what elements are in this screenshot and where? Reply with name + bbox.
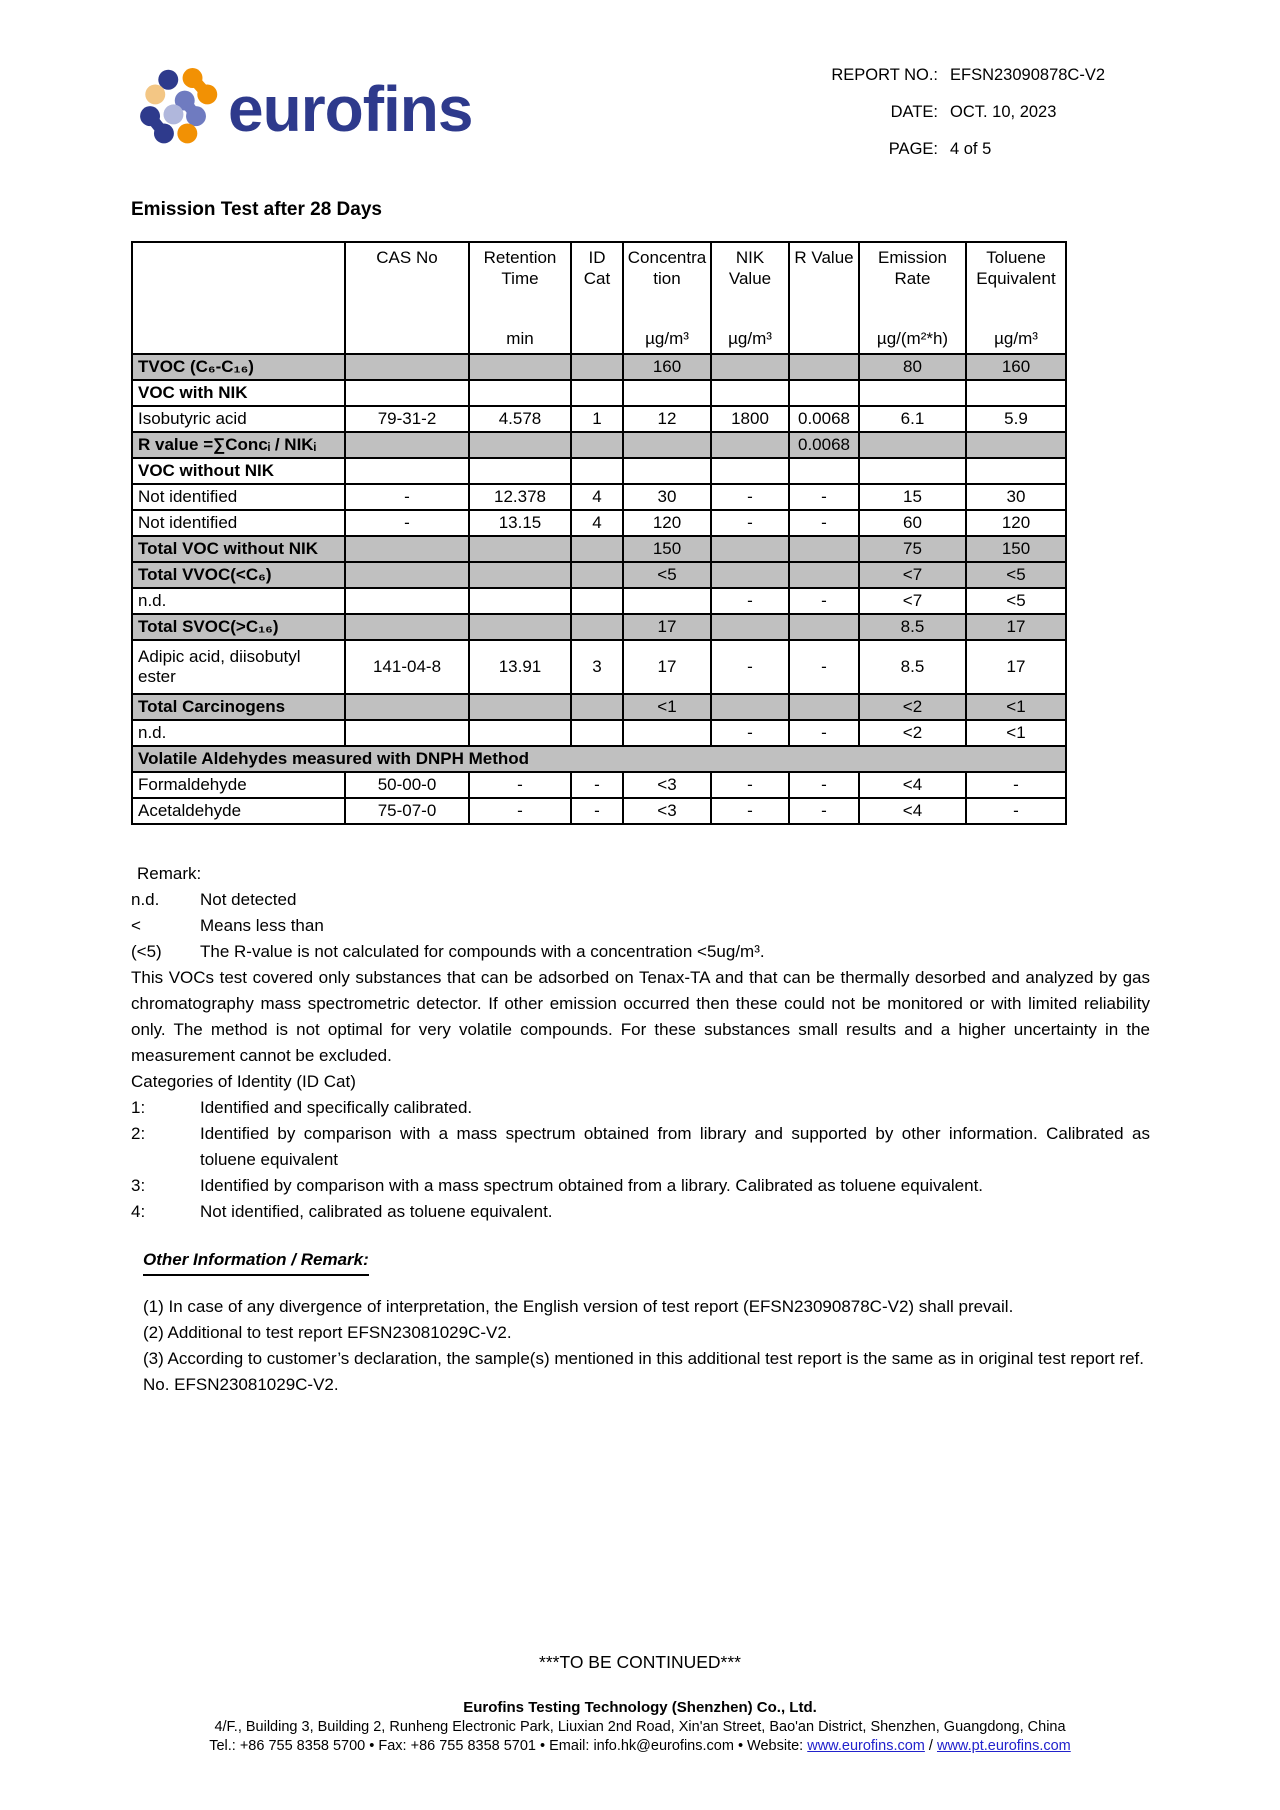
category-number: 4:	[131, 1202, 146, 1221]
footer-bullet: •	[737, 1738, 744, 1754]
col-header-unit: µg/m³	[645, 328, 689, 348]
table-row	[132, 458, 1066, 484]
col-header-id_cat	[571, 242, 623, 354]
row-label: Total SVOC(>C₁₆)	[132, 614, 345, 640]
table-row	[132, 746, 1066, 772]
category-item	[131, 1121, 1150, 1173]
remark-item	[131, 887, 1150, 913]
table-cell: <1	[966, 720, 1066, 746]
row-label: Total VVOC(<C₆)	[132, 562, 345, 588]
to-be-continued: ***TO BE CONTINUED***	[539, 1652, 741, 1672]
page-value: 4 of 5	[950, 140, 992, 158]
table-cell: 75	[859, 536, 966, 562]
table-cell: -	[789, 588, 859, 614]
table-cell: 0.0068	[789, 406, 859, 432]
footer-website-link-2[interactable]: www.pt.eurofins.com	[936, 1738, 1071, 1754]
table-row	[132, 536, 1066, 562]
table-cell	[623, 432, 711, 458]
remark-heading: Remark:	[137, 864, 202, 883]
row-label: Not identified	[132, 510, 345, 536]
table-cell	[966, 380, 1066, 406]
col-header-label: R Value	[794, 248, 854, 267]
table-cell: 17	[623, 640, 711, 694]
table-cell: 80	[859, 354, 966, 380]
table-cell: 120	[623, 510, 711, 536]
table-cell	[711, 458, 789, 484]
table-cell: -	[966, 798, 1066, 824]
remark-section	[131, 861, 1150, 1225]
other-information-heading: Other Information / Remark:	[143, 1247, 369, 1276]
table-cell: -	[789, 510, 859, 536]
table-cell: -	[345, 484, 469, 510]
row-label: Total VOC without NIK	[132, 536, 345, 562]
table-cell	[571, 354, 623, 380]
footer-contact-line	[0, 1737, 1280, 1757]
table-row	[132, 640, 1066, 694]
col-header-unit: µg/m³	[728, 328, 772, 348]
table-cell: -	[711, 798, 789, 824]
table-cell	[469, 694, 571, 720]
table-cell: -	[711, 720, 789, 746]
table-cell: -	[711, 772, 789, 798]
table-cell: -	[789, 772, 859, 798]
col-header-label: Concentra tion	[627, 248, 707, 289]
row-label: n.d.	[132, 720, 345, 746]
category-text: Identified by comparison with a mass spectrum obtained from library and supported by other information. Calibrated as toluene equivalent	[200, 1124, 1150, 1169]
table-cell	[345, 614, 469, 640]
col-header-retention_time	[469, 242, 571, 354]
report-no-value: EFSN23090878C-V2	[950, 66, 1106, 84]
col-header-unit: min	[506, 328, 534, 348]
table-cell	[469, 536, 571, 562]
table-cell: 12.378	[469, 484, 571, 510]
table-cell	[711, 354, 789, 380]
category-number: 1:	[131, 1098, 146, 1117]
table-row	[132, 772, 1066, 798]
table-cell	[345, 720, 469, 746]
eurofins-logo-text: eurofins	[228, 73, 473, 145]
table-cell: 12	[623, 406, 711, 432]
table-cell: <1	[623, 694, 711, 720]
page-label: PAGE:	[888, 140, 938, 158]
table-cell: <4	[859, 772, 966, 798]
footer-email: Email: info.hk@eurofins.com	[549, 1738, 734, 1754]
emission-table-body	[132, 354, 1066, 824]
table-cell: <4	[859, 798, 966, 824]
col-header-label: Emission Rate	[878, 248, 947, 289]
table-cell: 8.5	[859, 614, 966, 640]
table-cell: -	[711, 640, 789, 694]
remark-text: Not detected	[200, 890, 297, 909]
table-cell	[469, 562, 571, 588]
table-cell: <1	[966, 694, 1066, 720]
category-item	[131, 1173, 1150, 1199]
row-label: Total Carcinogens	[132, 694, 345, 720]
table-cell	[859, 380, 966, 406]
table-cell: -	[469, 798, 571, 824]
other-information-items	[143, 1294, 1150, 1398]
table-cell: 17	[966, 614, 1066, 640]
table-cell: -	[571, 772, 623, 798]
table-cell	[789, 536, 859, 562]
page-footer	[0, 1698, 1280, 1757]
date-value: OCT. 10, 2023	[950, 103, 1057, 121]
table-cell: 120	[966, 510, 1066, 536]
col-header-emission_rate	[859, 242, 966, 354]
table-cell: 150	[966, 536, 1066, 562]
table-cell	[469, 432, 571, 458]
table-cell: 3	[571, 640, 623, 694]
table-cell: 15	[859, 484, 966, 510]
category-item	[131, 1095, 1150, 1121]
other-info-item-2: (2) Additional to test report EFSN23081029C-V2.	[143, 1323, 512, 1342]
row-label: Formaldehyde	[132, 772, 345, 798]
table-cell: <3	[623, 772, 711, 798]
category-text: Identified and specifically calibrated.	[200, 1098, 473, 1117]
table-cell: <5	[966, 562, 1066, 588]
table-cell	[623, 458, 711, 484]
table-cell	[711, 536, 789, 562]
table-cell	[571, 694, 623, 720]
table-cell	[789, 380, 859, 406]
table-cell	[345, 588, 469, 614]
table-cell: 5.9	[966, 406, 1066, 432]
categories-heading: Categories of Identity (ID Cat)	[131, 1072, 356, 1091]
table-cell	[571, 562, 623, 588]
table-row	[132, 432, 1066, 458]
table-cell: 1	[571, 406, 623, 432]
footer-link-separator: /	[928, 1738, 933, 1754]
table-cell	[345, 354, 469, 380]
table-cell: <7	[859, 588, 966, 614]
col-header-label: Toluene Equivalent	[976, 248, 1056, 289]
table-cell: 8.5	[859, 640, 966, 694]
table-cell	[571, 432, 623, 458]
table-cell	[469, 380, 571, 406]
remark-item	[131, 939, 1150, 965]
col-header-toluene_equivalent	[966, 242, 1066, 354]
table-cell: 4	[571, 484, 623, 510]
table-cell	[345, 380, 469, 406]
table-row	[132, 484, 1066, 510]
table-cell: 0.0068	[789, 432, 859, 458]
table-cell: 30	[966, 484, 1066, 510]
row-label: VOC with NIK	[132, 380, 345, 406]
col-header-nik_value	[711, 242, 789, 354]
table-cell: 4	[571, 510, 623, 536]
table-cell: -	[469, 772, 571, 798]
table-cell: <2	[859, 720, 966, 746]
table-cell: <2	[859, 694, 966, 720]
table-cell: -	[711, 588, 789, 614]
col-header-label: NIK Value	[728, 248, 772, 289]
table-cell	[571, 720, 623, 746]
remark-term: n.d.	[131, 890, 160, 909]
table-cell: 75-07-0	[345, 798, 469, 824]
row-label: Adipic acid, diisobutyl ester	[132, 640, 345, 694]
table-cell	[711, 380, 789, 406]
table-cell	[711, 432, 789, 458]
table-cell: 30	[623, 484, 711, 510]
footer-tel: Tel.: +86 755 8358 5700	[209, 1738, 366, 1754]
table-cell	[469, 614, 571, 640]
col-header-cas_no	[345, 242, 469, 354]
col-header-label: CAS No	[376, 248, 438, 267]
row-label: Isobutyric acid	[132, 406, 345, 432]
table-cell: 17	[623, 614, 711, 640]
table-cell: 150	[623, 536, 711, 562]
category-number: 2:	[131, 1124, 146, 1143]
section-title: Emission Test after 28 Days	[131, 199, 382, 220]
table-row	[132, 720, 1066, 746]
table-cell	[966, 432, 1066, 458]
table-cell	[789, 562, 859, 588]
footer-website-link-1[interactable]: www.eurofins.com	[807, 1738, 925, 1754]
table-cell: 79-31-2	[345, 406, 469, 432]
table-row	[132, 614, 1066, 640]
table-cell: 50-00-0	[345, 772, 469, 798]
table-cell	[789, 354, 859, 380]
table-cell: -	[711, 484, 789, 510]
table-row	[132, 562, 1066, 588]
col-header-unit: µg/(m²*h)	[876, 328, 949, 348]
table-cell	[345, 432, 469, 458]
col-header-unit: µg/m³	[994, 328, 1038, 348]
row-label: n.d.	[132, 588, 345, 614]
table-cell	[469, 354, 571, 380]
table-cell	[623, 720, 711, 746]
table-cell	[789, 694, 859, 720]
table-row	[132, 588, 1066, 614]
table-cell	[789, 614, 859, 640]
table-cell: <7	[859, 562, 966, 588]
table-row	[132, 380, 1066, 406]
remark-text: The R-value is not calculated for compounds with a concentration <5ug/m³.	[200, 942, 765, 961]
footer-fax: Fax: +86 755 8358 5701	[378, 1738, 536, 1754]
table-cell	[345, 536, 469, 562]
table-cell	[571, 588, 623, 614]
table-cell	[859, 458, 966, 484]
table-cell	[571, 614, 623, 640]
table-cell: <5	[966, 588, 1066, 614]
row-label: R value =∑Concᵢ / NIKᵢ	[132, 432, 345, 458]
emission-table-head	[132, 242, 1066, 354]
table-row	[132, 694, 1066, 720]
page-header	[0, 0, 1280, 159]
table-cell	[345, 458, 469, 484]
table-cell: 60	[859, 510, 966, 536]
table-row	[132, 510, 1066, 536]
row-label: Not identified	[132, 484, 345, 510]
table-cell	[623, 588, 711, 614]
table-cell: 4.578	[469, 406, 571, 432]
table-cell: 141-04-8	[345, 640, 469, 694]
other-info-item-3: (3) According to customer’s declaration, the sample(s) mentioned in this additional test report is the same as in original test report ref. No. EFSN23081029C-V2.	[143, 1349, 1144, 1394]
voc-method-paragraph: This VOCs test covered only substances that can be adsorbed on Tenax-TA and that can be thermally desorbed and analyzed by gas chromatography mass spectrometric detector. If other emission occurred then these could not be monitored or with limited reliability only. The method is not optimal for very volatile compounds. For these substances small results and a higher uncertainty in the measurement cannot be excluded.	[131, 968, 1150, 1065]
table-cell: -	[571, 798, 623, 824]
table-cell: 13.15	[469, 510, 571, 536]
table-cell	[859, 432, 966, 458]
table-cell: 6.1	[859, 406, 966, 432]
eurofins-logo-mark-icon	[118, 52, 222, 156]
row-label: Volatile Aldehydes measured with DNPH Method	[132, 746, 1066, 772]
table-header-row	[132, 242, 1066, 354]
table-cell	[469, 720, 571, 746]
category-number: 3:	[131, 1176, 146, 1195]
footer-bullet: •	[540, 1738, 546, 1754]
category-item	[131, 1199, 1150, 1225]
col-header-label	[132, 242, 345, 354]
footer-address: 4/F., Building 3, Building 2, Runheng Electronic Park, Liuxian 2nd Road, Xin'an Street, Bao'an District, Shenzhen, Guangdong, China	[214, 1718, 1066, 1735]
table-cell: -	[789, 720, 859, 746]
footer-bullet: •	[369, 1738, 375, 1754]
table-cell	[711, 562, 789, 588]
row-label: VOC without NIK	[132, 458, 345, 484]
table-cell	[623, 380, 711, 406]
table-cell: 1800	[711, 406, 789, 432]
other-info-item-1: (1) In case of any divergence of interpretation, the English version of test report (EFSN23090878C-V2) shall prevail.	[143, 1297, 1014, 1316]
table-cell	[345, 694, 469, 720]
other-information-section	[143, 1247, 1150, 1398]
table-cell: <3	[623, 798, 711, 824]
table-cell: <5	[623, 562, 711, 588]
table-cell	[571, 536, 623, 562]
remark-term: (<5)	[131, 942, 162, 961]
table-cell: 17	[966, 640, 1066, 694]
table-cell: -	[966, 772, 1066, 798]
table-cell	[345, 562, 469, 588]
eurofins-logo	[118, 52, 472, 156]
row-label: Acetaldehyde	[132, 798, 345, 824]
table-row	[132, 354, 1066, 380]
table-row	[132, 798, 1066, 824]
col-header-label: Retention Time	[483, 248, 557, 289]
footer-website-label: Website:	[747, 1738, 804, 1754]
table-cell	[789, 458, 859, 484]
report-no-label: REPORT NO.:	[831, 66, 938, 84]
remark-term: <	[131, 916, 141, 935]
date-label: DATE:	[890, 103, 938, 121]
table-cell: -	[711, 510, 789, 536]
table-cell	[571, 458, 623, 484]
table-cell	[469, 588, 571, 614]
col-header-concentration	[623, 242, 711, 354]
table-cell: -	[789, 640, 859, 694]
report-meta	[831, 52, 1150, 159]
col-header-r_value	[789, 242, 859, 354]
table-cell: 160	[623, 354, 711, 380]
table-cell: 160	[966, 354, 1066, 380]
category-text: Identified by comparison with a mass spectrum obtained from a library. Calibrated as toluene equivalent.	[200, 1176, 984, 1195]
table-cell: -	[789, 484, 859, 510]
table-cell: 13.91	[469, 640, 571, 694]
remark-item	[131, 913, 1150, 939]
table-cell	[469, 458, 571, 484]
col-header-label: ID Cat	[583, 248, 611, 289]
category-text: Not identified, calibrated as toluene equivalent.	[200, 1202, 553, 1221]
table-cell	[711, 694, 789, 720]
footer-company-name: Eurofins Testing Technology (Shenzhen) Co., Ltd.	[463, 1699, 817, 1716]
emission-table	[131, 241, 1067, 825]
row-label: TVOC (C₆-C₁₆)	[132, 354, 345, 380]
remark-text: Means less than	[200, 916, 324, 935]
table-cell: -	[789, 798, 859, 824]
table-cell	[711, 614, 789, 640]
table-row	[132, 406, 1066, 432]
table-cell	[571, 380, 623, 406]
table-cell	[966, 458, 1066, 484]
table-cell: -	[345, 510, 469, 536]
